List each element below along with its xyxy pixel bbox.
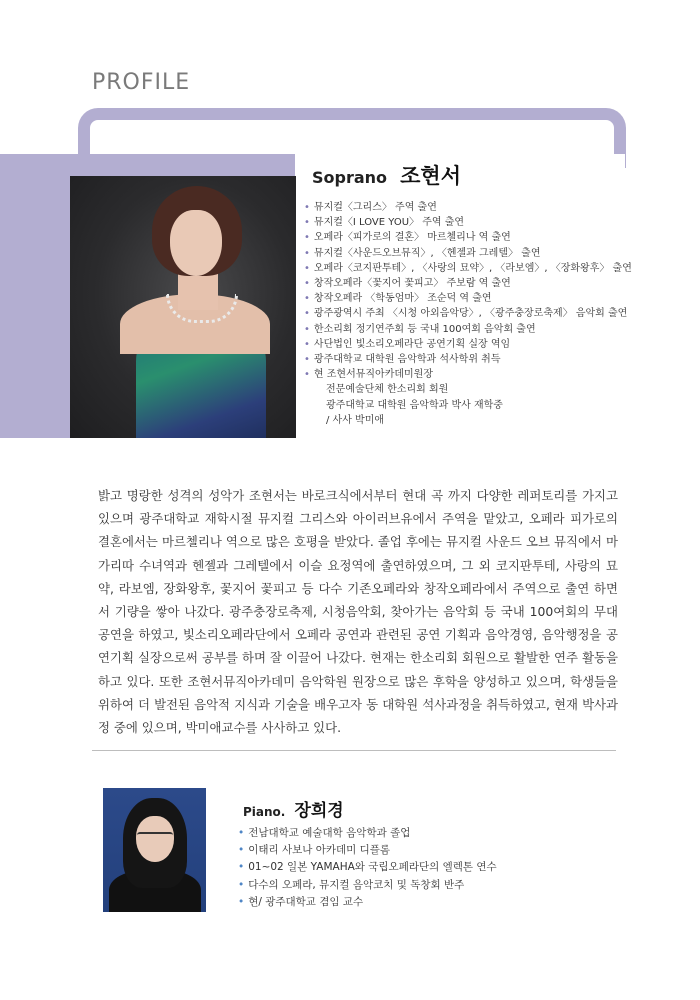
career-item: • 뮤지컬〈I LOVE YOU〉 주역 출연	[304, 217, 465, 229]
career-sub-item: / 사사 박미애	[326, 414, 385, 426]
bullet-icon: •	[238, 878, 245, 891]
pianist-role: Piano.	[243, 805, 286, 819]
career-item: • 광주대학교 대학원 음악학과 석사학위 취득	[304, 354, 501, 366]
career-item: • 오페라〈코지판투테〉, 〈사랑의 묘약〉, 〈라보엠〉, 〈장화왕후〉 출연	[304, 262, 632, 274]
pianist-name: 장희경	[294, 801, 344, 821]
bullet-icon: •	[304, 293, 310, 305]
soprano-photo	[70, 176, 296, 438]
section-divider	[92, 750, 616, 751]
singer-role: Soprano	[312, 168, 388, 187]
pianist-career-item: • 현/ 광주대학교 겸임 교수	[238, 895, 364, 908]
career-item: • 사단법인 빛소리오페라단 공연기획 실장 역임	[304, 338, 511, 350]
bullet-icon: •	[238, 861, 245, 874]
career-sub-item: 전문예술단체 한소리회 회원	[326, 384, 449, 396]
career-item: • 광주광역시 주최 〈시청 아외음악당〉, 〈광주충장로축제〉 음악회 출연	[304, 308, 628, 320]
singer-biography: 밝고 명랑한 성격의 성악가 조현서는 바로크식에서부터 현대 곡 까지 다양한 레퍼토리를 가지고 있으며 광주대학교 재학시절 뮤지컬 그리스와 아이러브유에서 주역을 맡았고, 오페라 피가로의 결혼에서는 마르첼리나 역으로 많은 호평을 받았다. 졸업 후에는 뮤지컬 사운드 오브 뮤직에서 마가리따 수녀역과 헨젤과 그레텔에서 이슬 요정역에 출연하였으며, 그 외 코지판투테, 사랑의 묘약, 라보엠, 장화왕후, 꽃지어 꽃피고 등 다수 기존오페라와 창작오페라에서 주역으로 출연 하면서 기량을 쌓아 나갔다. 광주충장로축제, 시청음악회, 찾아가는 음악회 등 국내 100여회의 무대공연을 하였고, 빛소리오페라단에서 오페라 공연과 관련된 공연 기획과 음악경영, 음악행정을 공연기획 실장으로써 공부를 하며 잘 이끌어 나갔다. 현재는 한소리회 회원으로 활발한 연주 활동을 하고 있다. 또한 조현서뮤직아카데미 음악학원 원장으로 많은 후학을 양성하고 있으며, 학생들을 위하여 더 발전된 음악적 지식과 기술을 배우고자 동 대학원 석사과정을 취득하였고, 현재 박사과정 중에 있으며, 박미애교수를 사사하고 있다.	[98, 488, 618, 736]
singer-career-list	[304, 200, 632, 428]
pianist-career-item: • 이태리 사보나 아카데미 디플롬	[238, 844, 391, 857]
pianist-career-list	[238, 825, 497, 911]
career-item: • 한소리회 정기연주회 등 국내 100여회 음악회 출연	[304, 323, 536, 335]
career-item: • 뮤지컬〈그리스〉 주역 출연	[304, 202, 437, 213]
bullet-icon: •	[304, 232, 310, 244]
pianist-header	[243, 796, 344, 821]
pianist-career-item: • 전남대학교 예술대학 음악학과 졸업	[238, 827, 411, 839]
bullet-icon: •	[304, 278, 310, 290]
singer-header	[312, 160, 461, 190]
bullet-icon: •	[304, 217, 310, 229]
bullet-icon: •	[304, 338, 310, 350]
singer-name: 조현서	[400, 164, 461, 188]
bullet-icon: •	[304, 323, 310, 335]
career-item: • 오페라〈피가로의 결혼〉 마르첼리나 역 출연	[304, 232, 511, 244]
career-item: • 현 조현서뮤직아카데미원장	[304, 369, 434, 381]
bullet-icon: •	[304, 202, 310, 213]
pianist-photo	[103, 788, 206, 912]
career-item: • 뮤지컬〈사운드오브뮤직〉, 〈헨젤과 그레텔〉 출연	[304, 247, 541, 259]
career-item: • 창작오페라 〈학동엄마〉 조순덕 역 출연	[304, 293, 492, 305]
bullet-icon: •	[304, 369, 310, 381]
bullet-icon: •	[238, 844, 245, 857]
bullet-icon: •	[304, 308, 310, 320]
career-sub-item: 광주대학교 대학원 음악학과 박사 재학중	[326, 399, 503, 411]
pianist-career-item: • 01~02 일본 YAMAHA와 국립오페라단의 엘렉톤 연수	[238, 861, 497, 874]
bullet-icon: •	[238, 895, 245, 908]
photo-glasses-shape	[137, 832, 173, 843]
bullet-icon: •	[304, 354, 310, 366]
photo-face-shape	[170, 210, 222, 276]
bullet-icon: •	[304, 247, 310, 259]
pianist-career-item: • 다수의 오페라, 뮤지컬 음악코치 및 독창회 반주	[238, 878, 465, 891]
career-item: • 창작오페라〈꽃지어 꽃피고〉 주보람 역 출연	[304, 278, 511, 290]
page-title: PROFILE	[92, 70, 191, 95]
bullet-icon: •	[238, 827, 245, 839]
bullet-icon: •	[304, 262, 310, 274]
